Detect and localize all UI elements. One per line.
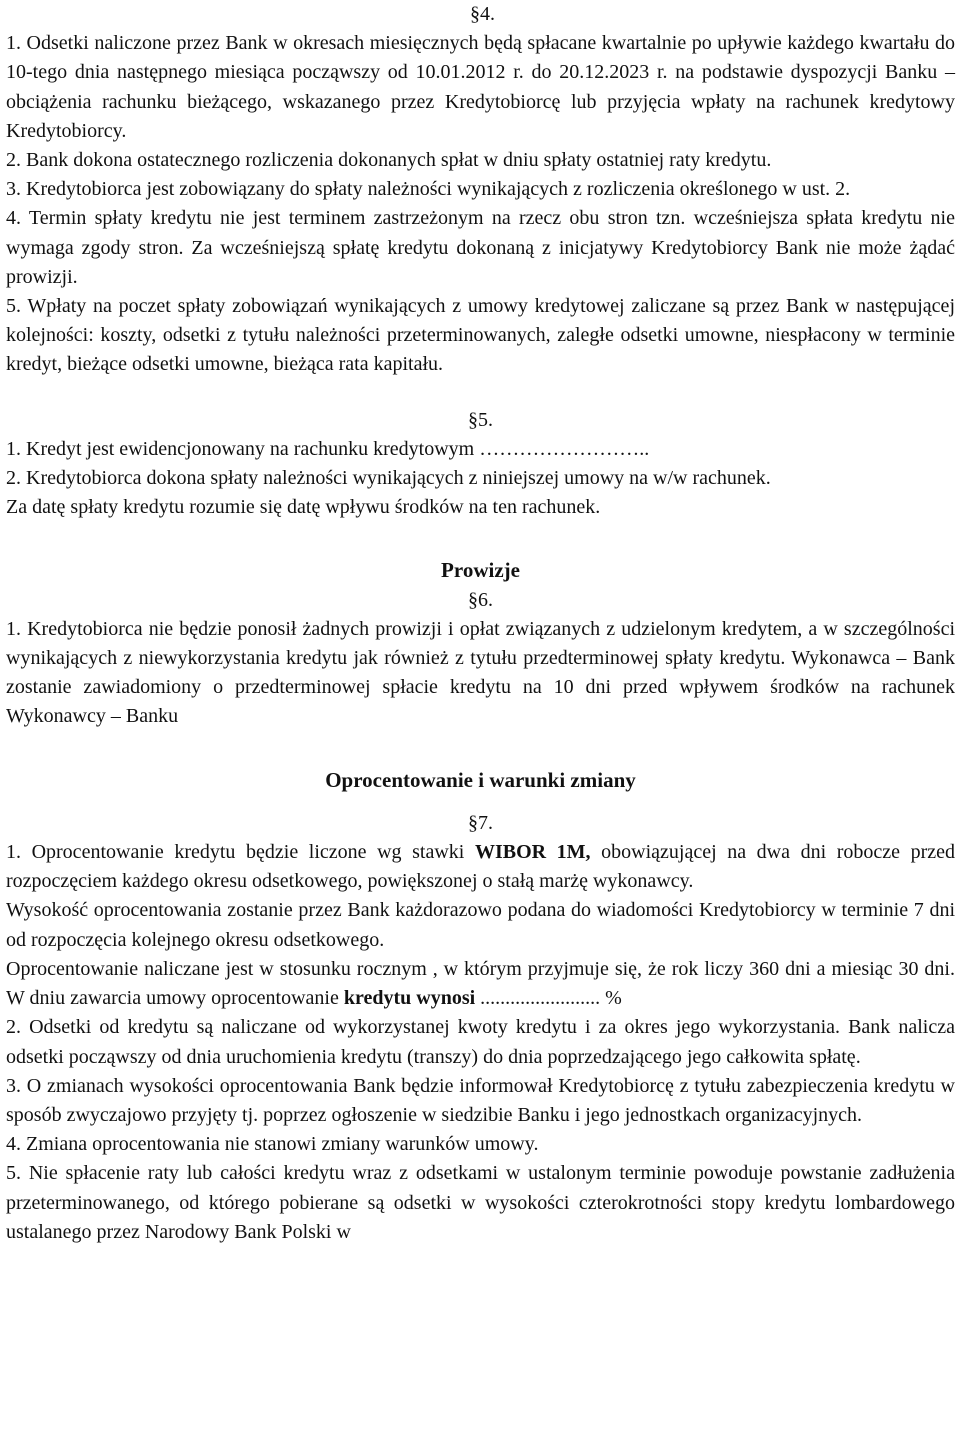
section-5 bbox=[6, 406, 955, 523]
section-4-paragraph-4: 4. Termin spłaty kredytu nie jest terminem zastrzeżonym na rzecz obu stron tzn. wcześniejsza spłata kredytu nie wymaga zgody stron. Za wcześniejszą spłatę kredytu dokonaną z inicjatywy Kredytobiorcy Bank nie może żądać prowizji. bbox=[6, 207, 955, 288]
section-7-paragraph-1 bbox=[6, 838, 955, 896]
section-4-heading: §4. bbox=[470, 3, 495, 25]
section-6-heading: §6. bbox=[468, 588, 493, 611]
section-4 bbox=[6, 0, 955, 380]
section-7-p1-text-e: Oprocentowanie naliczane jest w stosunku rocznym , w którym przyjmuje się, że rok liczy 360 dni a miesiąc 30 dni. W dniu zawarcia umowy oprocentowanie bbox=[6, 957, 955, 1010]
section-6 bbox=[6, 556, 955, 731]
section-7-paragraph-1-basis bbox=[6, 955, 955, 1013]
spacer bbox=[6, 732, 955, 766]
section-4-paragraph-3: 3. Kredytobiorca jest zobowiązany do spłaty należności wynikających z rozliczenia określonego w ust. 2. bbox=[6, 178, 851, 201]
section-5-paragraph-3: Za datę spłaty kredytu rozumie się datę wpływu środków na ten rachunek. bbox=[6, 496, 601, 519]
section-4-paragraph-5: 5. Wpłaty na poczet spłaty zobowiązań wynikających z umowy kredytowej zaliczane są przez Bank w następującej kolejności: koszty, odsetki z tytułu należności przeterminowanych, zaległe odsetki umowne, niespłacony w terminie kredyt, bieżące odsetki umowne, bieżąca rata kapitału. bbox=[6, 295, 955, 376]
spacer bbox=[6, 380, 955, 406]
section-6-paragraph-1: 1. Kredytobiorca nie będzie ponosił żadnych prowizji i opłat związanych z udzielonym kredytem, a w szczególności wynikających z niewykorzystania kredytu jak również z tytułu przedterminowej spłaty kredytu. Wykonawca – Bank zostanie zawiadomiony o przedterminowej spłacie kredytu na 10 dni przed wpływem środków na rachunek Wykonawcy – Banku bbox=[6, 617, 955, 728]
section-5-paragraph-2: 2. Kredytobiorca dokona spłaty należności wynikających z niniejszej umowy na w/w rachunek. bbox=[6, 467, 771, 490]
section-7-paragraph-4: 4. Zmiana oprocentowania nie stanowi zmiany warunków umowy. bbox=[6, 1133, 539, 1156]
section-5-heading: §5. bbox=[468, 408, 493, 431]
section-7-paragraph-5: 5. Nie spłacenie raty lub całości kredytu wraz z odsetkami w ustalonym terminie powoduje powstanie zadłużenia przeterminowanego, od którego pobierane są odsetki w wysokości czterokrotności stopy kredytu lombardowego ustalanego przez Narodowy Bank Polski w bbox=[6, 1162, 955, 1243]
section-4-paragraph-1: 1. Odsetki naliczone przez Bank w okresach miesięcznych będą spłacane kwartalnie po upływie każdego kwartału do 10-tego dnia następnego miesiąca począwszy od 10.01.2012 r. do 20.12.2023 r. na podstawie dyspozycji Banku – obciążenia rachunku bieżącego, wskazanego przez Kredytobiorcę lub przyjęcia wpłaty na rachunek kredytowy Kredytobiorcy. bbox=[6, 32, 955, 142]
section-7-title: Oprocentowanie i warunki zmiany bbox=[325, 767, 636, 792]
section-4-paragraph-2: 2. Bank dokona ostatecznego rozliczenia dokonanych spłat w dniu spłaty ostatniej raty kredytu. bbox=[6, 149, 772, 172]
spacer bbox=[6, 522, 955, 556]
section-6-title: Prowizje bbox=[441, 558, 520, 583]
section-7-heading: §7. bbox=[468, 811, 493, 834]
interest-rate-label: kredytu wynosi bbox=[343, 987, 476, 1010]
section-7-paragraph-2: 2. Odsetki od kredytu są naliczane od wykorzystanej kwoty kredytu i za okres jego wykorzystania. Bank nalicza odsetki począwszy od dnia uruchomienia kredytu (transzy) do dnia poprzedzającego jego całkowita spłatę. bbox=[6, 1016, 955, 1068]
section-5-paragraph-1: 1. Kredyt jest ewidencjonowany na rachunku kredytowym …………………….. bbox=[6, 437, 650, 460]
section-7-p1-text-a: 1. Oprocentowanie kredytu będzie liczone wg stawki bbox=[6, 841, 475, 864]
section-7-p1-text-c: obowiązującej na dwa dni robocze przed rozpoczęciem każdego okresu odsetkowego, powiększonej o stałą marżę wykonawcy. bbox=[6, 841, 956, 893]
spacer bbox=[6, 795, 955, 809]
section-7 bbox=[6, 766, 955, 1247]
wibor-rate-label: WIBOR 1M, bbox=[474, 841, 591, 864]
section-7-paragraph-1-notice: Wysokość oprocentowania zostanie przez Bank każdorazowo podana do wiadomości Kredytobiorcy w terminie 7 dni od rozpoczęcia kolejnego okresu odsetkowego. bbox=[6, 899, 955, 951]
interest-rate-blank: ........................ % bbox=[475, 987, 622, 1010]
section-7-paragraph-3: 3. O zmianach wysokości oprocentowania Bank będzie informował Kredytobiorcę z tytułu zabezpieczenia kredytu w sposób zwyczajowo przyjęty tj. poprzez ogłoszenie w siedzibie Banku i jego jednostkach organizacyjnych. bbox=[6, 1074, 955, 1126]
